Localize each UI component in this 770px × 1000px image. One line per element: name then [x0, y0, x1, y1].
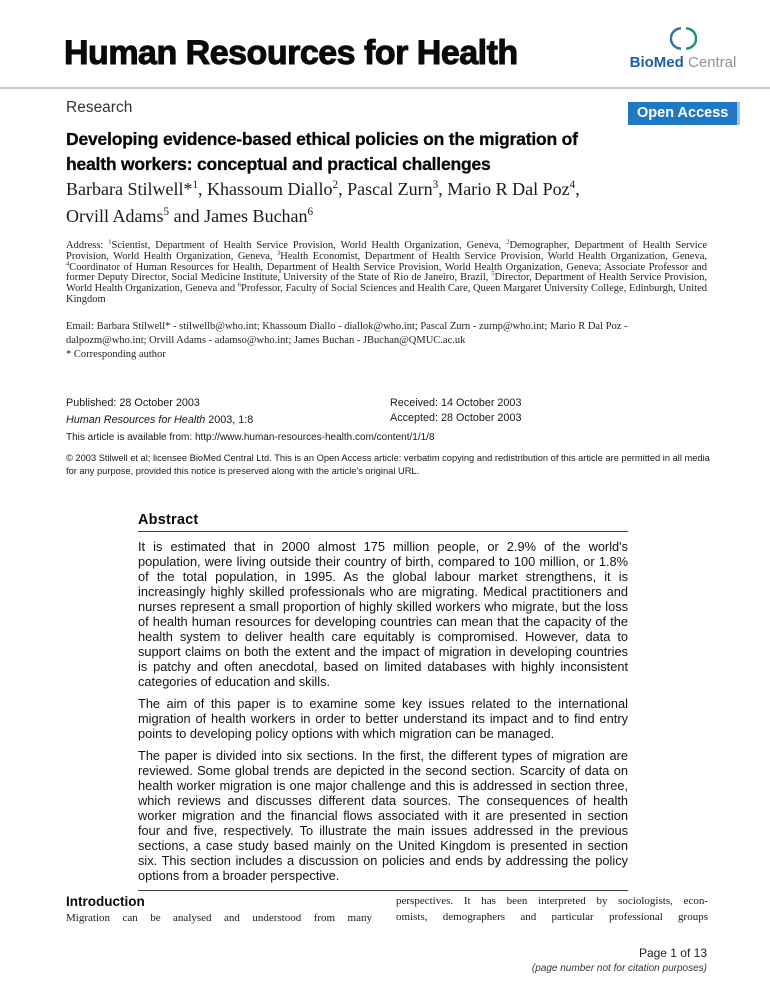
page-number: Page 1 of 13 — [638, 946, 707, 960]
address-block: Address: $^1$Scientist, Department of Health Service Provision, World Health Organization, Geneva, $^2$Demographer, Department of Health Service Provision, World Health Organization, Geneva, $^3$Health Economist, Department of Health Service Provision, World Health Organization, Geneva, $^4$Coordinator of Human Resources for Health, Department of Health Service Provision, World Health Organization, Geneva; Associate Professor and former Deputy Director, Social Medicine Institute, University of the State of Rio de Janeiro, Brazil, $^5$Director, Department of Health Service Provision, World Health Organization, Geneva and $^6$Professor, Faculty of Social Sciences and Health Care, Queen Margaret University College, Edinburgh, United Kingdom — [66, 238, 708, 305]
citation-note: (page number not for citation purposes) — [531, 963, 707, 974]
introduction-column-left — [66, 893, 372, 926]
availability-line — [66, 432, 435, 443]
biomed-wordmark-bold: BioMed — [629, 54, 684, 71]
introduction-column-right — [396, 893, 708, 925]
authors-block — [66, 176, 706, 230]
article-title — [66, 127, 686, 177]
article-type-label: Research — [66, 99, 133, 116]
introduction-right-text-line-1: perspectives. It has been interpreted by sociologists, econ- — [396, 895, 708, 907]
introduction-right-text-line-2: omists, demographers and particular professional groups — [396, 911, 708, 923]
email-block: Email: Barbara Stilwell* - stilwellb@who.int; Khassoum Diallo - diallok@who.int; Pascal Zurn - zurnp@who.int; Mario R Dal Poz - dalpozm@who.int; Orvill Adams - adamso@who.int; James Buchan - JBuchan@QMUC.ac.uk — [66, 321, 628, 346]
journal-citation-volume: 2003, 1:8 — [205, 414, 254, 426]
author-line-2: Orvill Adams$^5$ and James Buchan$^6$ — [66, 206, 314, 226]
copyright-notice: © 2003 Stilwell et al; licensee BioMed Central Ltd. This is an Open Access article: verbatim copying and redistribution of this article are permitted in all media for any purpose, provided this notice is preserved along with the article's original URL. — [66, 453, 710, 476]
article-title-line-1: Developing evidence-based ethical policies on the migration of — [66, 129, 578, 149]
biomed-central-logo — [622, 25, 744, 71]
published-date: Published: 28 October 2003 — [66, 397, 200, 409]
abstract-paragraph-1: It is estimated that in 2000 almost 175 million people, or 2.9% of the world's population, were living outside their country of birth, compared to 100 million, or 1.8% of the total population, in 1995. As the global labour market strengthens, it is increasingly highly skilled professionals who are migrating. Medical practitioners and nurses represent a small proportion of highly skilled workers who migrate, but the loss of health human resources for developing countries can mean that the capacity of the health system to deliver health care equitably is compromised. However, data to support claims on both the extent and the impact of migration in developing countries is patchy and often anecdotal, based on limited databases with highly inconsistent categories of education and skills. — [138, 539, 628, 689]
journal-citation-name: Human Resources for Health — [66, 414, 206, 426]
article-title-line-2: health workers: conceptual and practical challenges — [66, 154, 491, 174]
header-divider — [0, 87, 770, 89]
biomed-wordmark-light: Central — [683, 54, 737, 71]
introduction-left-text: Migration can be analysed and understood from many — [66, 912, 372, 924]
availability-url[interactable]: http://www.human-resources-health.com/content/1/1/8 — [194, 432, 435, 443]
availability-label: This article is available from: — [66, 432, 195, 443]
biomed-wordmark — [622, 54, 744, 71]
page-footer — [532, 946, 707, 974]
received-date: Received: 14 October 2003 — [390, 397, 522, 409]
abstract-heading-rule — [138, 531, 628, 532]
biomed-logo-icon — [670, 25, 697, 52]
journal-title: Human Resources for Health — [64, 34, 518, 72]
open-access-badge: Open Access — [628, 102, 740, 125]
corresponding-author-note: * Corresponding author — [66, 349, 166, 360]
author-line-1: Barbara Stilwell*$^1$, Khassoum Diallo$^2$, Pascal Zurn$^3$, Mario R Dal Poz$^4$, — [66, 179, 580, 199]
abstract-bottom-rule — [138, 890, 628, 891]
journal-citation — [66, 414, 253, 426]
accepted-date: Accepted: 28 October 2003 — [390, 412, 522, 424]
introduction-heading: Introduction — [66, 894, 145, 909]
abstract-paragraph-2: The aim of this paper is to examine some key issues related to the international migration of health workers in order to better understand its impact and to find entry points to developing policy options with which migration can be managed. — [138, 696, 628, 741]
abstract-paragraph-3: The paper is divided into six sections. In the first, the different types of migration are reviewed. Some global trends are depicted in the second section. Scarcity of data on health worker migration is one major challenge and this is addressed in section three, which reviews and discusses different data sources. The consequences of health worker migration and the financial flows associated with it are presented in section four and five, respectively. To illustrate the main issues addressed in the previous sections, a case study based mainly on the United Kingdom is presented in section six. This section includes a discussion on policies and ends by addressing the policy options from a broader perspective. — [138, 748, 628, 883]
abstract-section — [138, 512, 628, 891]
abstract-heading: Abstract — [138, 512, 199, 528]
